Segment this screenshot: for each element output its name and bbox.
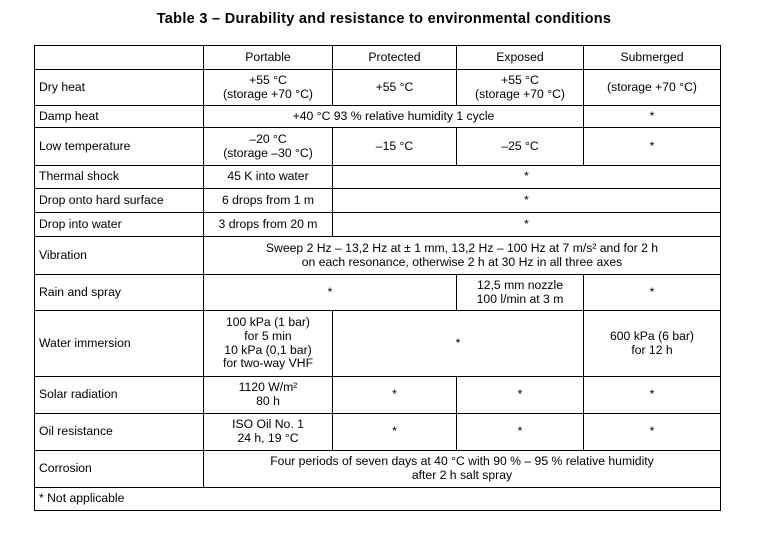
footnote-row [35, 488, 721, 511]
header-row [35, 46, 721, 70]
table-row [35, 377, 721, 414]
rain-spray-submerged: * [584, 275, 721, 311]
corrosion-span: Four periods of seven days at 40 °C with 90 % – 95 % relative humidity after 2 h salt spray [204, 451, 721, 488]
row-label-solar-radiation: Solar radiation [35, 377, 204, 414]
rain-spray-exposed: 12,5 mm nozzle 100 l/min at 3 m [457, 275, 584, 311]
header-empty-cell [35, 46, 204, 70]
drop-hard-portable: 6 drops from 1 m [204, 189, 333, 213]
oil-resistance-exposed: * [457, 414, 584, 451]
oil-resistance-protected: * [333, 414, 457, 451]
drop-water-portable: 3 drops from 20 m [204, 213, 333, 237]
table-row [35, 70, 721, 106]
low-temp-protected: –15 °C [333, 128, 457, 166]
table-row [35, 311, 721, 377]
low-temp-exposed: –25 °C [457, 128, 584, 166]
table-row [35, 189, 721, 213]
table-row [35, 128, 721, 166]
row-label-corrosion: Corrosion [35, 451, 204, 488]
row-label-water-immersion: Water immersion [35, 311, 204, 377]
row-label-drop-into-water: Drop into water [35, 213, 204, 237]
table-title: Table 3 – Durability and resistance to environmental conditions [156, 11, 612, 27]
table-row [35, 166, 721, 189]
thermal-shock-rest: * [333, 166, 721, 189]
row-label-damp-heat: Damp heat [35, 106, 204, 128]
dry-heat-submerged: (storage +70 °C) [584, 70, 721, 106]
footnote: * Not applicable [35, 488, 721, 511]
header-submerged: Submerged [584, 46, 721, 70]
oil-resistance-submerged: * [584, 414, 721, 451]
dry-heat-exposed: +55 °C (storage +70 °C) [457, 70, 584, 106]
drop-hard-rest: * [333, 189, 721, 213]
row-label-drop-hard-surface: Drop onto hard surface [35, 189, 204, 213]
row-label-thermal-shock: Thermal shock [35, 166, 204, 189]
table-row [35, 106, 721, 128]
damp-heat-submerged: * [584, 106, 721, 128]
durability-table [34, 45, 721, 511]
table-row [35, 414, 721, 451]
low-temp-submerged: * [584, 128, 721, 166]
water-immersion-submerged: 600 kPa (6 bar) for 12 h [584, 311, 721, 377]
dry-heat-portable: +55 °C (storage +70 °C) [204, 70, 333, 106]
dry-heat-protected: +55 °C [333, 70, 457, 106]
row-label-low-temperature: Low temperature [35, 128, 204, 166]
solar-radiation-exposed: * [457, 377, 584, 414]
table-row [35, 213, 721, 237]
low-temp-portable: –20 °C (storage –30 °C) [204, 128, 333, 166]
solar-radiation-submerged: * [584, 377, 721, 414]
thermal-shock-portable: 45 K into water [204, 166, 333, 189]
oil-resistance-portable: ISO Oil No. 1 24 h, 19 °C [204, 414, 333, 451]
rain-spray-portable-protected: * [204, 275, 457, 311]
solar-radiation-protected: * [333, 377, 457, 414]
row-label-rain-spray: Rain and spray [35, 275, 204, 311]
table-row [35, 451, 721, 488]
water-immersion-protected-exposed: * [333, 311, 584, 377]
solar-radiation-portable: 1120 W/m² 80 h [204, 377, 333, 414]
vibration-span: Sweep 2 Hz – 13,2 Hz at ± 1 mm, 13,2 Hz – 100 Hz at 7 m/s² and for 2 h on each resonance, otherwise 2 h at 30 Hz in all three axes [204, 237, 721, 275]
damp-heat-span: +40 °C 93 % relative humidity 1 cycle [204, 106, 584, 128]
table-row [35, 275, 721, 311]
water-immersion-portable: 100 kPa (1 bar) for 5 min 10 kPa (0,1 bar) for two-way VHF [204, 311, 333, 377]
row-label-vibration: Vibration [35, 237, 204, 275]
table-row [35, 237, 721, 275]
header-protected: Protected [333, 46, 457, 70]
header-portable: Portable [204, 46, 333, 70]
drop-water-rest: * [333, 213, 721, 237]
row-label-dry-heat: Dry heat [35, 70, 204, 106]
header-exposed: Exposed [457, 46, 584, 70]
row-label-oil-resistance: Oil resistance [35, 414, 204, 451]
